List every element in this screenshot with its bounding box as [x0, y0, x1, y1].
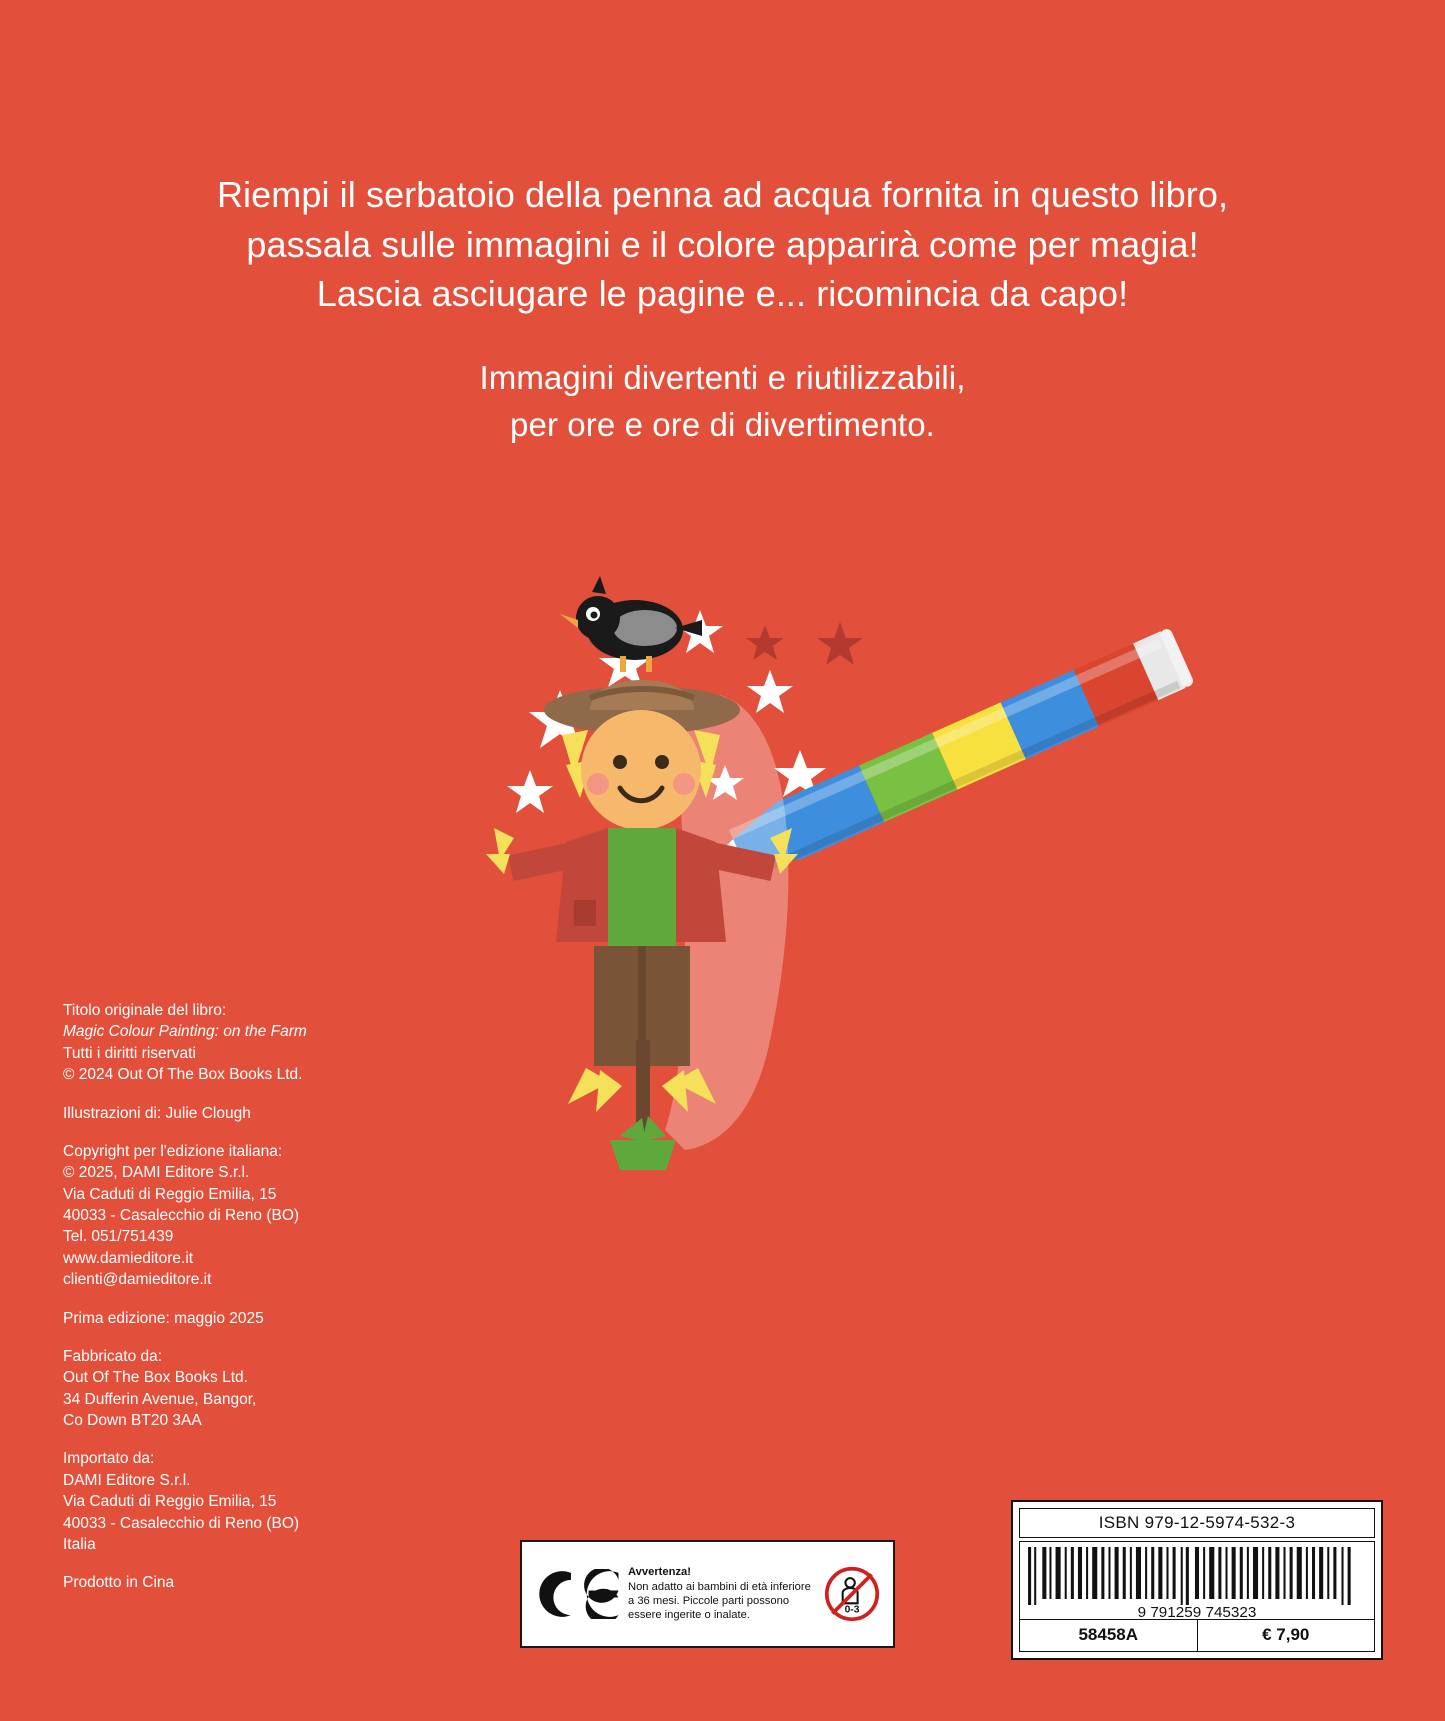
- colophon-line: 40033 - Casalecchio di Reno (BO): [63, 1514, 300, 1532]
- colophon-block: [63, 1000, 483, 1086]
- price-row: [1019, 1619, 1375, 1652]
- colophon-line: Illustrazioni di: Julie Clough: [63, 1104, 251, 1122]
- barcode-digits: 9 791259 745323: [1137, 1604, 1257, 1619]
- colophon-line: Titolo originale del libro:: [63, 1002, 227, 1019]
- colophon-block: [63, 1308, 483, 1329]
- colophon-line: clienti@damieditore.it: [63, 1271, 212, 1289]
- colophon-block: [63, 1103, 483, 1124]
- colophon-line: Tel. 051/751439: [63, 1228, 174, 1246]
- colophon-line: Via Caduti di Reggio Emilia, 15: [63, 1493, 277, 1511]
- blurb-sub-line-2: per ore e ore di divertimento.: [510, 405, 935, 443]
- colophon-line: Italia: [63, 1535, 96, 1553]
- colophon-block: [63, 1448, 483, 1555]
- ce-mark-icon: [532, 1569, 624, 1619]
- colophon-line: Tutti i diritti riservati: [63, 1044, 196, 1062]
- ce-warning-title: Avvertenza!: [628, 1566, 692, 1579]
- isbn-text: ISBN 979-12-5974-532-3: [1019, 1508, 1375, 1538]
- colophon-line: Out Of The Box Books Ltd.: [63, 1369, 248, 1387]
- colophon-line: www.damieditore.it: [63, 1249, 194, 1267]
- colophon-block: [63, 1572, 483, 1593]
- isbn-barcode-block: [1011, 1500, 1383, 1660]
- colophon-block: [63, 1346, 483, 1432]
- barcode: [1019, 1541, 1375, 1619]
- colophon-line: © 2024 Out Of The Box Books Ltd.: [63, 1066, 303, 1084]
- ce-warning-box: [520, 1540, 895, 1648]
- product-code: 58458A: [1020, 1620, 1198, 1651]
- colophon-line: Importato da:: [63, 1450, 155, 1468]
- age-restriction-icon: [821, 1566, 883, 1622]
- colophon-line: 34 Dufferin Avenue, Bangor,: [63, 1390, 257, 1408]
- blurb-line-3: Lascia asciugare le pagine e... ricomincia da capo!: [316, 273, 1129, 315]
- colophon-line: Magic Colour Painting: on the Farm: [63, 1023, 307, 1041]
- colophon-line: Prima edizione: maggio 2025: [63, 1309, 264, 1327]
- price-value: € 7,90: [1262, 1625, 1310, 1644]
- ce-warning-text: [624, 1565, 821, 1622]
- colophon-line: Fabbricato da:: [63, 1347, 163, 1365]
- ce-warning-line-2: a 36 mesi. Piccole parti possono: [628, 1595, 790, 1607]
- ce-warning-line-1: Non adatto ai bambini di età inferiore: [628, 1580, 811, 1593]
- bird: [560, 576, 702, 672]
- blurb-line-1: Riempi il serbatoio della penna ad acqua fornita in questo libro,: [216, 174, 1229, 215]
- colophon-line: © 2025, DAMI Editore S.r.l.: [63, 1164, 250, 1182]
- scarecrow-illustration: [470, 570, 1230, 1210]
- colophon-line: Prodotto in Cina: [63, 1574, 175, 1592]
- colophon-line: 40033 - Casalecchio di Reno (BO): [63, 1207, 300, 1224]
- ce-warning-line-3: essere ingerite o inalate.: [628, 1609, 750, 1622]
- colophon: [63, 1000, 483, 1611]
- colophon-line: Co Down BT20 3AA: [63, 1412, 202, 1429]
- colophon-line: Copyright per l'edizione italiana:: [63, 1142, 283, 1160]
- back-cover-blurb: [0, 170, 1445, 449]
- colophon-line: Via Caduti di Reggio Emilia, 15: [63, 1185, 277, 1203]
- colophon-line: DAMI Editore S.r.l.: [63, 1471, 191, 1489]
- svg-text:0-3: 0-3: [844, 1604, 860, 1616]
- colophon-block: [63, 1141, 483, 1291]
- blurb-line-2: passala sulle immagini e il colore apparirà come per magia!: [246, 223, 1199, 265]
- blurb-sub-line-1: Immagini divertenti e riutilizzabili,: [479, 359, 966, 397]
- blurb-subtext: [0, 355, 1445, 449]
